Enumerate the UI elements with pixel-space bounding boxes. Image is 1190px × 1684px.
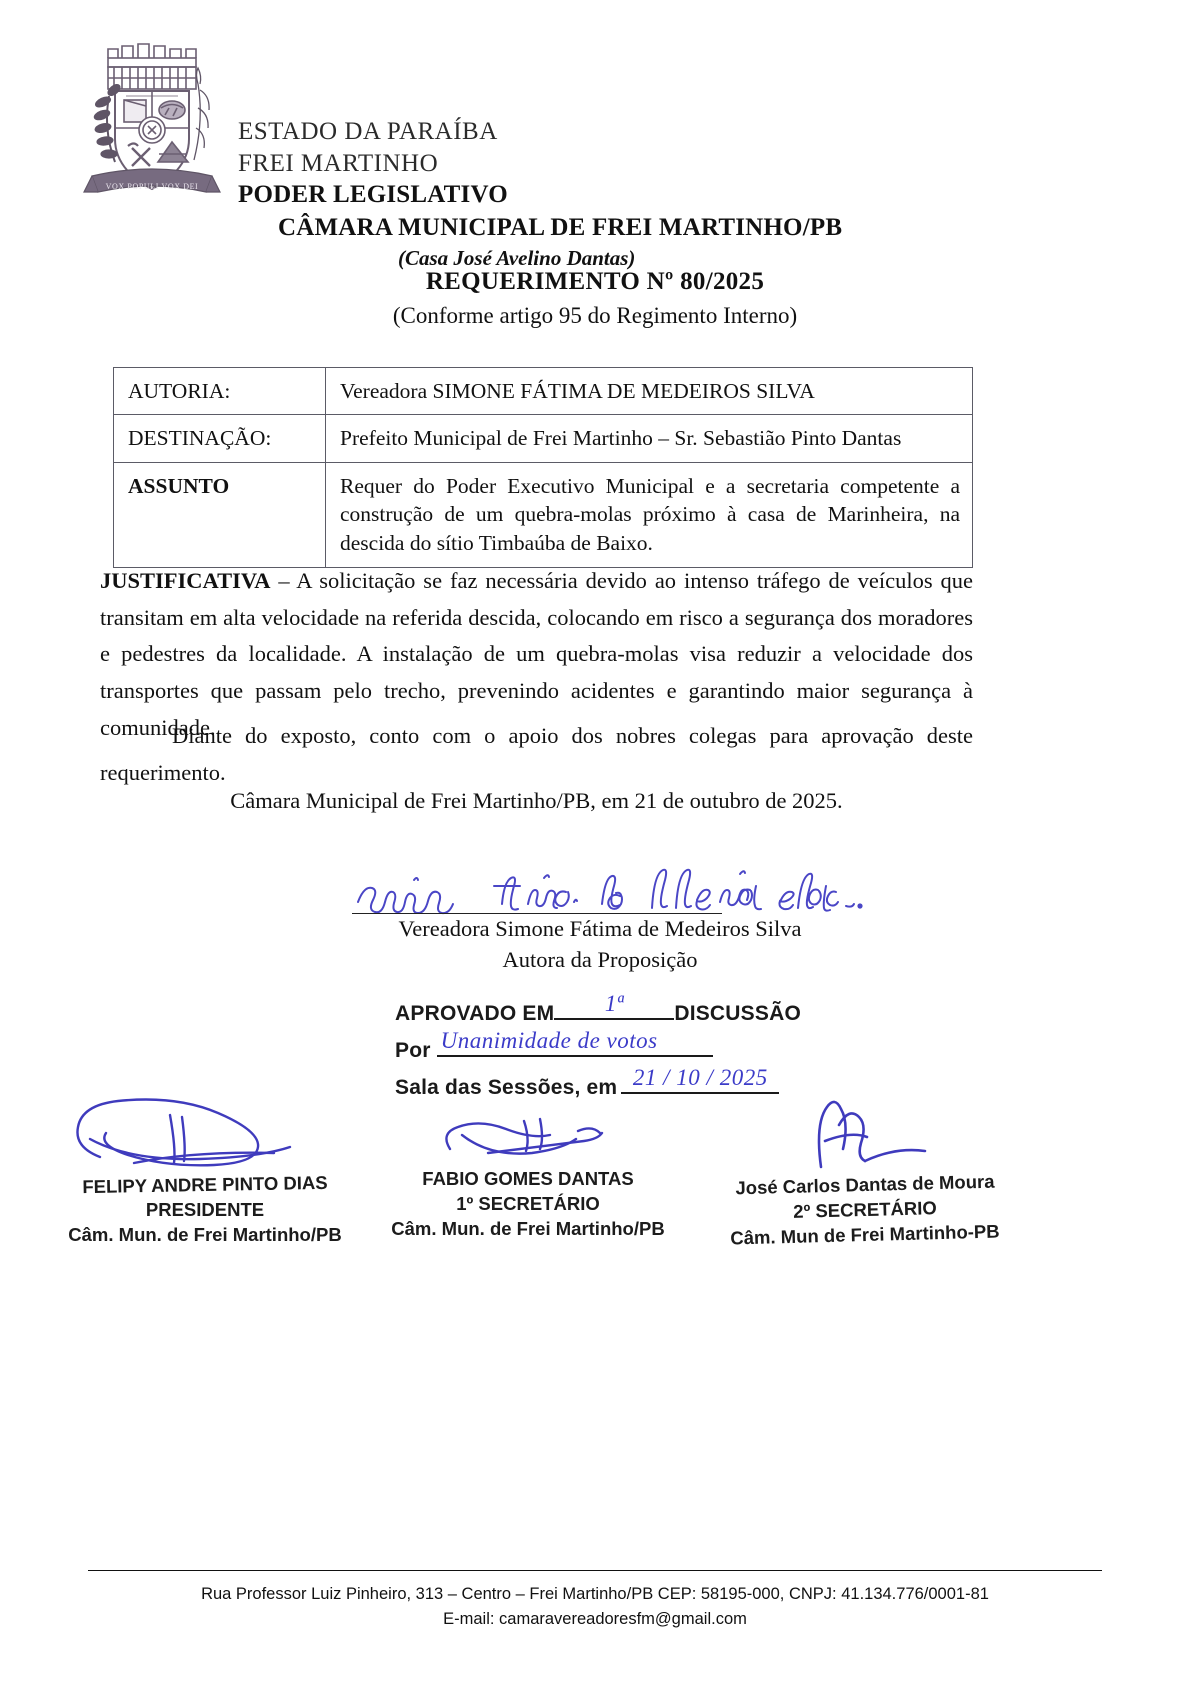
president-name: FELIPY ANDRE PINTO DIAS [82,1171,328,1198]
table-row [114,415,973,462]
signature-block-president [55,1095,355,1248]
header-line-city: FREI MARTINHO [238,149,439,177]
footer-divider [88,1570,1102,1571]
document-subtitle: (Conforme artigo 95 do Regimento Interno) [392,303,798,328]
signature-rule [352,913,722,914]
document-header [0,28,1190,270]
row-value-autoria: Vereadora SIMONE FÁTIMA DE MEDEIROS SILVA [326,368,973,415]
requirement-info-table [113,367,973,568]
stamp-label-sala-sessoes: Sala das Sessões, em [395,1076,618,1099]
author-role: Autora da Proposição [502,947,698,972]
author-handwritten-signature [352,862,872,916]
header-line-branch: PODER LEGISLATIVO [238,181,508,208]
first-secretary-name: FABIO GOMES DANTAS [422,1168,634,1189]
footer-email: E-mail: camaravereadoresfm@gmail.com [443,1609,747,1628]
president-org: Câm. Mun. de Frei Martinho/PB [68,1223,342,1245]
signature-block-first-secretary [378,1105,678,1242]
justificativa-label: JUSTIFICATIVA [100,568,271,593]
first-secretary-handwritten-signature [378,1105,678,1167]
stamp-label-aprovado-em: APROVADO EM [395,1002,555,1025]
signature-block-second-secretary [700,1095,1030,1248]
header-text-block [238,116,998,273]
president-handwritten-signature [55,1095,355,1173]
second-secretary-role: 2º SECRETÁRIO [792,1197,937,1222]
stamp-blank-data [621,1065,779,1094]
author-name: Vereadora Simone Fátima de Medeiros Silva [398,916,802,941]
second-secretary-org: Câm. Mun de Frei Martinho-PB [730,1220,1000,1249]
document-title: REQUERIMENTO Nº 80/2025 [425,268,765,295]
coat-of-arms-icon [62,36,242,216]
row-value-assunto: Requer do Poder Executivo Municipal e a secretaria competente a construção de um quebra-molas próximo à casa de Marinheira, na descida do sítio Timbaúba de Baixo. [326,462,973,567]
stamp-line-discussao [395,991,801,1032]
second-secretary-name: José Carlos Dantas de Moura [735,1170,995,1199]
footer [88,1582,1102,1632]
header-line-state: ESTADO DA PARAÍBA [238,118,498,145]
row-label-destinacao: DESTINAÇÃO: [114,415,326,462]
approval-stamp [395,991,801,1106]
stamp-label-discussao: DISCUSSÃO [674,1002,801,1025]
stamp-label-por: Por [395,1039,431,1062]
handwriting-discussao-number: 1ª [604,991,624,1016]
justificativa-text: – A solicitação se faz necessária devido ao intenso tráfego de veículos que transitam em alta velocidade na referida descida, colocando em risco a segurança dos moradores e pedestres da localidade. A instalação de um quebra-molas visa reduzir a velocidade dos transportes que passam pelo trecho, prevenindo acidentes e garantindo maior segurança à comunidade. [100,568,973,740]
handwriting-session-date: 21 / 10 / 2025 [632,1065,768,1090]
table-row [114,368,973,415]
svg-text:VOX POPULI VOX DEI: VOX POPULI VOX DEI [105,182,199,191]
table-row [114,462,973,567]
stamp-line-por [395,1028,795,1069]
dateline: Câmara Municipal de Frei Martinho/PB, em 21 de outubro de 2025. [230,788,843,813]
footer-address: Rua Professor Luiz Pinheiro, 313 – Centro – Frei Martinho/PB CEP: 58195-000, CNPJ: 41.134.776/0001-81 [201,1585,989,1603]
handwriting-votacao-result: Unanimidade de votos [440,1028,658,1053]
stamp-blank-por [437,1028,713,1057]
president-role: PRESIDENTE [145,1198,265,1220]
header-line-house: (Casa José Avelino Dantas) [398,246,636,270]
second-secretary-handwritten-signature [700,1095,1030,1173]
row-value-destinacao: Prefeito Municipal de Frei Martinho – Sr. Sebastião Pinto Dantas [326,415,973,462]
row-label-autoria: AUTORIA: [114,368,326,415]
first-secretary-role: 1º SECRETÁRIO [456,1192,600,1214]
row-label-assunto: ASSUNTO [114,462,326,567]
header-line-chamber: CÂMARA MUNICIPAL DE FREI MARTINHO/PB [278,213,843,241]
first-secretary-org: Câm. Mun. de Frei Martinho/PB [391,1217,665,1239]
closing-paragraph: Diante do exposto, conto com o apoio dos nobres colegas para aprovação deste requerimento. [100,723,973,785]
stamp-blank-discussao [554,991,674,1020]
